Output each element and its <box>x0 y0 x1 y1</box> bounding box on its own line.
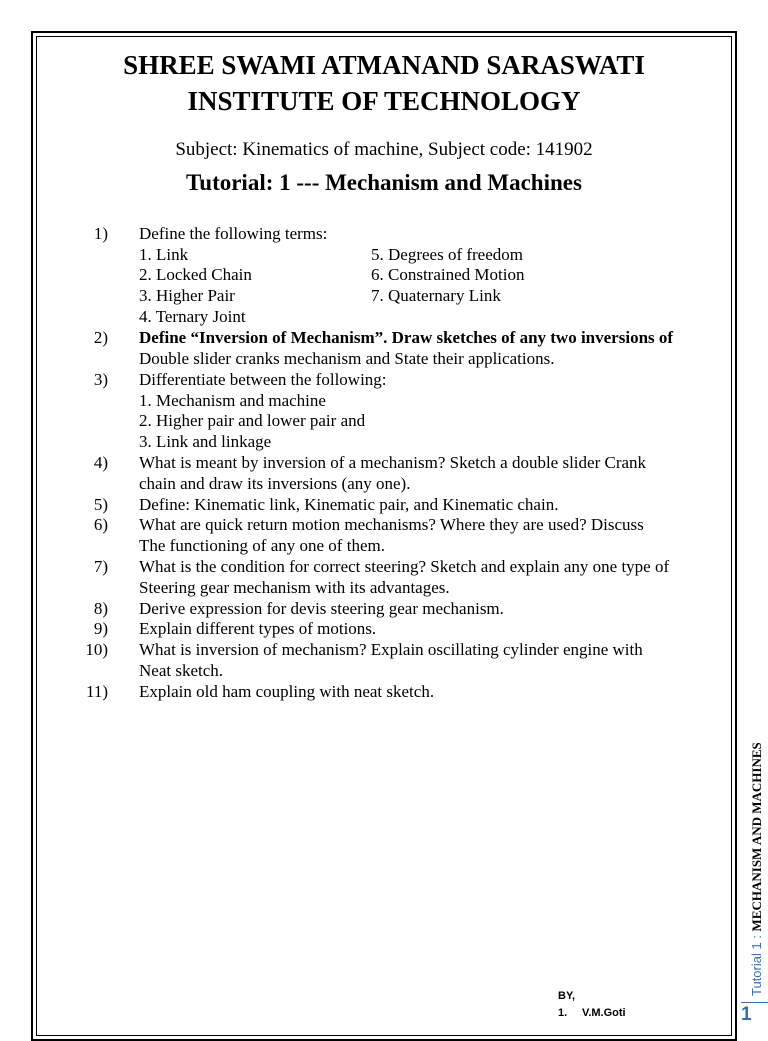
question-text: Explain different types of motions. <box>139 619 377 638</box>
question-text: What is inversion of mechanism? Explain oscillating cylinder engine with <box>139 640 643 659</box>
term-item: 3. Higher Pair <box>139 286 235 305</box>
page-number-divider <box>741 1002 768 1003</box>
page-number: 1 <box>741 1004 752 1025</box>
question-number: 3) <box>93 370 108 389</box>
question-text: Steering gear mechanism with its advantages. <box>139 578 450 597</box>
term-item: 7. Quaternary Link <box>371 286 501 305</box>
question-text: Neat sketch. <box>139 661 224 680</box>
question-text: The functioning of any one of them. <box>139 536 385 555</box>
term-item: 2. Locked Chain <box>139 265 252 284</box>
term-item: 6. Constrained Motion <box>371 265 525 284</box>
term-item: 5. Degrees of freedom <box>371 245 523 264</box>
question-number: 11) <box>85 682 108 701</box>
side-running-header <box>749 742 765 996</box>
question-number: 2) <box>93 328 108 347</box>
question-text: What is meant by inversion of a mechanism? Sketch a double slider Crank <box>139 453 647 472</box>
author-number: 1. <box>558 1007 568 1019</box>
question-number: 10) <box>85 640 108 659</box>
question-text: Explain old ham coupling with neat sketch. <box>139 682 435 701</box>
by-label: BY, <box>558 990 576 1002</box>
list-item-text: 3. Link and linkage <box>139 432 272 451</box>
question-number: 7) <box>93 557 108 576</box>
author-name: V.M.Goti <box>582 1007 626 1019</box>
question-number: 9) <box>93 619 108 638</box>
question-text: chain and draw its inversions (any one). <box>139 474 411 493</box>
list-item-text: 2. Higher pair and lower pair and <box>139 411 366 430</box>
question-number: 1) <box>93 224 108 243</box>
side-label-prefix: Tutorial 1 : <box>749 931 764 996</box>
question-text: What is the condition for correct steering? Sketch and explain any one type of <box>139 557 670 576</box>
term-item: 1. Link <box>139 245 189 264</box>
author-line <box>558 1005 626 1021</box>
institute-title-line1: SHREE SWAMI ATMANAND SARASWATI <box>123 50 645 80</box>
question-text: What are quick return motion mechanisms? Where they are used? Discuss <box>139 515 644 534</box>
question-number: 6) <box>93 515 108 534</box>
question-text: Derive expression for devis steering gear mechanism. <box>139 599 504 618</box>
question-text: Double slider cranks mechanism and State their applications. <box>139 349 555 368</box>
question-number: 5) <box>93 495 108 514</box>
institute-title-line2: INSTITUTE OF TECHNOLOGY <box>187 86 581 116</box>
question-text: Define “Inversion of Mechanism”. Draw sketches of any two inversions of <box>139 328 674 347</box>
list-item-text: 1. Mechanism and machine <box>139 391 326 410</box>
subject-line: Subject: Kinematics of machine, Subject code: 141902 <box>175 139 593 160</box>
question-number: 8) <box>93 599 108 618</box>
side-label-title: MECHANISM AND MACHINES <box>749 742 764 932</box>
question-text: Differentiate between the following: <box>139 370 387 389</box>
term-item: 4. Ternary Joint <box>139 307 246 326</box>
tutorial-heading: Tutorial: 1 --- Mechanism and Machines <box>186 170 582 195</box>
question-text: Define: Kinematic link, Kinematic pair, and Kinematic chain. <box>139 495 559 514</box>
question-text: Define the following terms: <box>139 224 328 243</box>
question-number: 4) <box>93 453 108 472</box>
